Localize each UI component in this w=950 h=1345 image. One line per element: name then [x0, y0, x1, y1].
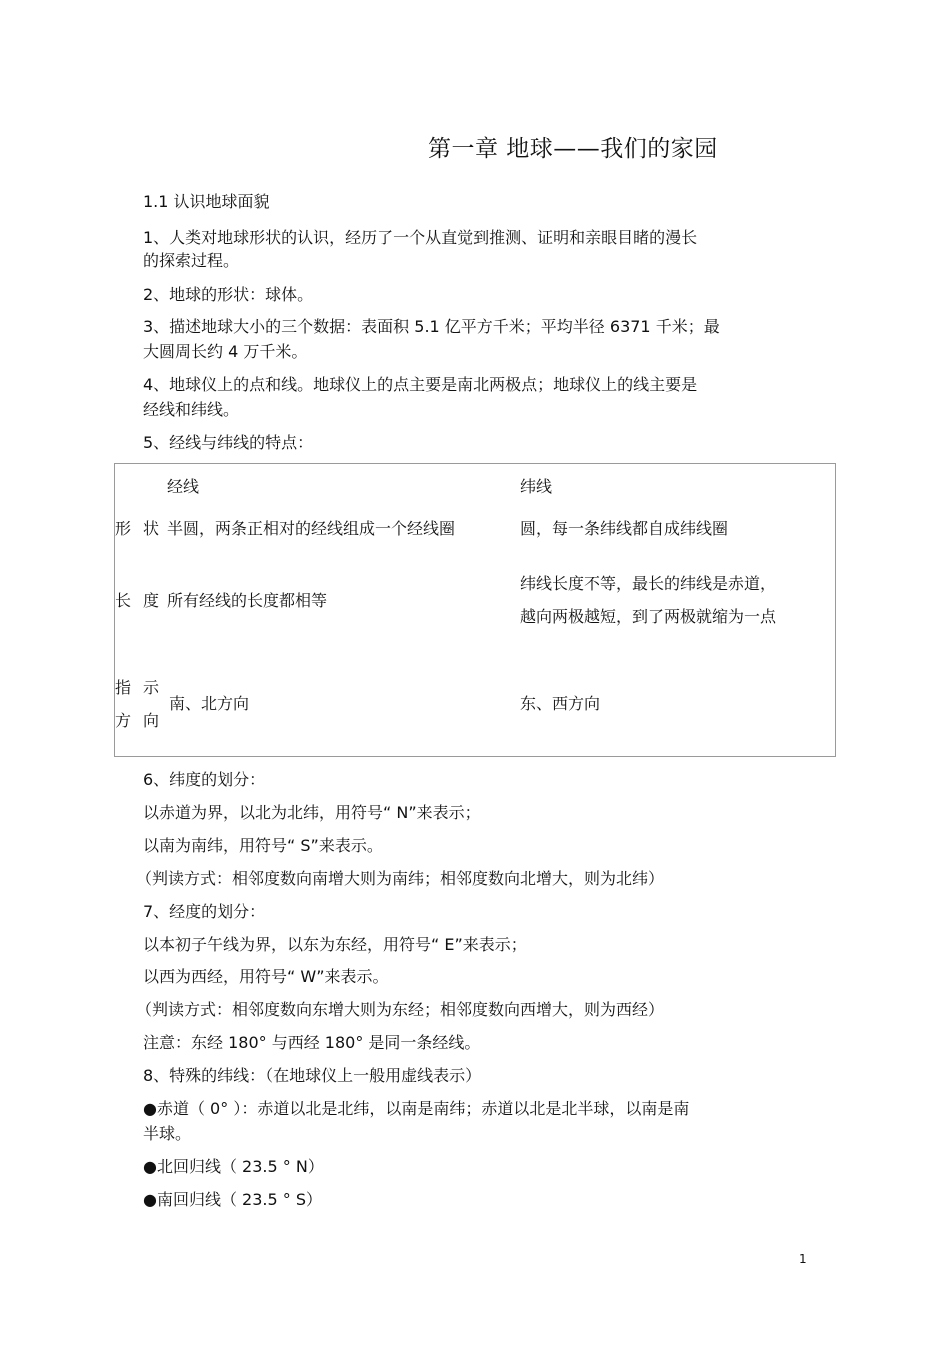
row-shape-label-a: 形: [115, 519, 132, 538]
table-header-parallel: 纬线: [520, 477, 553, 496]
paragraph-7-line-3: （判读方式：相邻度数向东增大则为东经；相邻度数向西增大，则为西经）: [136, 1000, 665, 1019]
paragraph-7-line-1: 以本初子午线为界，以东为东经，用符号“ E”来表示；: [143, 935, 527, 954]
tropic-of-cancer: ●北回归线（ 23.5 ° N）: [143, 1157, 324, 1176]
paragraph-4-line-1: 4、地球仪上的点和线。地球仪上的点主要是南北两极点；地球仪上的线主要是: [143, 375, 698, 394]
paragraph-3-line-2: 大圆周长约 4 万千米。: [143, 342, 308, 361]
row-direction-label-a1: 指: [115, 678, 132, 697]
paragraph-6-line-3: （判读方式：相邻度数向南增大则为南纬；相邻度数向北增大，则为北纬）: [136, 869, 665, 888]
paragraph-2: 2、地球的形状：球体。: [143, 285, 314, 304]
row-length-parallel-line-1: 纬线长度不等，最长的纬线是赤道，: [520, 574, 777, 593]
section-heading: 1.1 认识地球面貌: [143, 192, 270, 211]
paragraph-3-line-1: 3、描述地球大小的三个数据：表面积 5.1 亿平方千米；平均半径 6371 千米；最: [143, 317, 720, 336]
row-shape-label-b: 状: [143, 519, 160, 538]
equator-line-1: ●赤道（ 0° ）：赤道以北是北纬，以南是南纬；赤道以北是北半球，以南是南: [143, 1099, 690, 1118]
paragraph-5: 5、经线与纬线的特点：: [143, 433, 314, 452]
row-direction-parallel: 东、西方向: [520, 694, 601, 713]
paragraph-7-note: 注意：东经 180° 与西经 180° 是同一条经线。: [143, 1033, 481, 1052]
row-shape-parallel: 圆，每一条纬线都自成纬线圈: [520, 519, 729, 538]
row-direction-meridian: 南、北方向: [169, 694, 250, 713]
paragraph-1-line-2: 的探索过程。: [143, 251, 240, 270]
row-direction-label-b1: 示: [143, 678, 160, 697]
paragraph-4-line-2: 经线和纬线。: [143, 400, 240, 419]
paragraph-6-line-2: 以南为南纬，用符号“ S”来表示。: [143, 836, 383, 855]
paragraph-7: 7、经度的划分：: [143, 902, 266, 921]
tropic-of-capricorn: ●南回归线（ 23.5 ° S）: [143, 1190, 323, 1209]
paragraph-1-line-1: 1、人类对地球形状的认识，经历了一个从直觉到推测、证明和亲眼目睹的漫长: [143, 228, 698, 247]
row-length-parallel-line-2: 越向两极越短，到了两极就缩为一点: [520, 607, 777, 626]
page-number: 1: [799, 1252, 807, 1266]
row-length-label-b: 度: [143, 591, 160, 610]
paragraph-7-line-2: 以西为西经，用符号“ W”来表示。: [143, 967, 389, 986]
equator-line-2: 半球。: [143, 1124, 192, 1143]
table-header-meridian: 经线: [167, 477, 200, 496]
paragraph-6-line-1: 以赤道为界，以北为北纬，用符号“ N”来表示；: [143, 803, 481, 822]
row-length-meridian: 所有经线的长度都相等: [167, 591, 328, 610]
row-direction-label-b2: 向: [143, 711, 160, 730]
meridian-parallel-table: [114, 463, 836, 757]
row-direction-label-a2: 方: [115, 711, 132, 730]
chapter-title: 第一章 地球——我们的家园: [428, 136, 718, 162]
row-length-label-a: 长: [115, 591, 132, 610]
row-shape-meridian: 半圆，两条正相对的经线组成一个经线圈: [167, 519, 456, 538]
paragraph-6: 6、纬度的划分：: [143, 770, 266, 789]
paragraph-8: 8、特殊的纬线：（在地球仪上一般用虚线表示）: [143, 1066, 482, 1085]
